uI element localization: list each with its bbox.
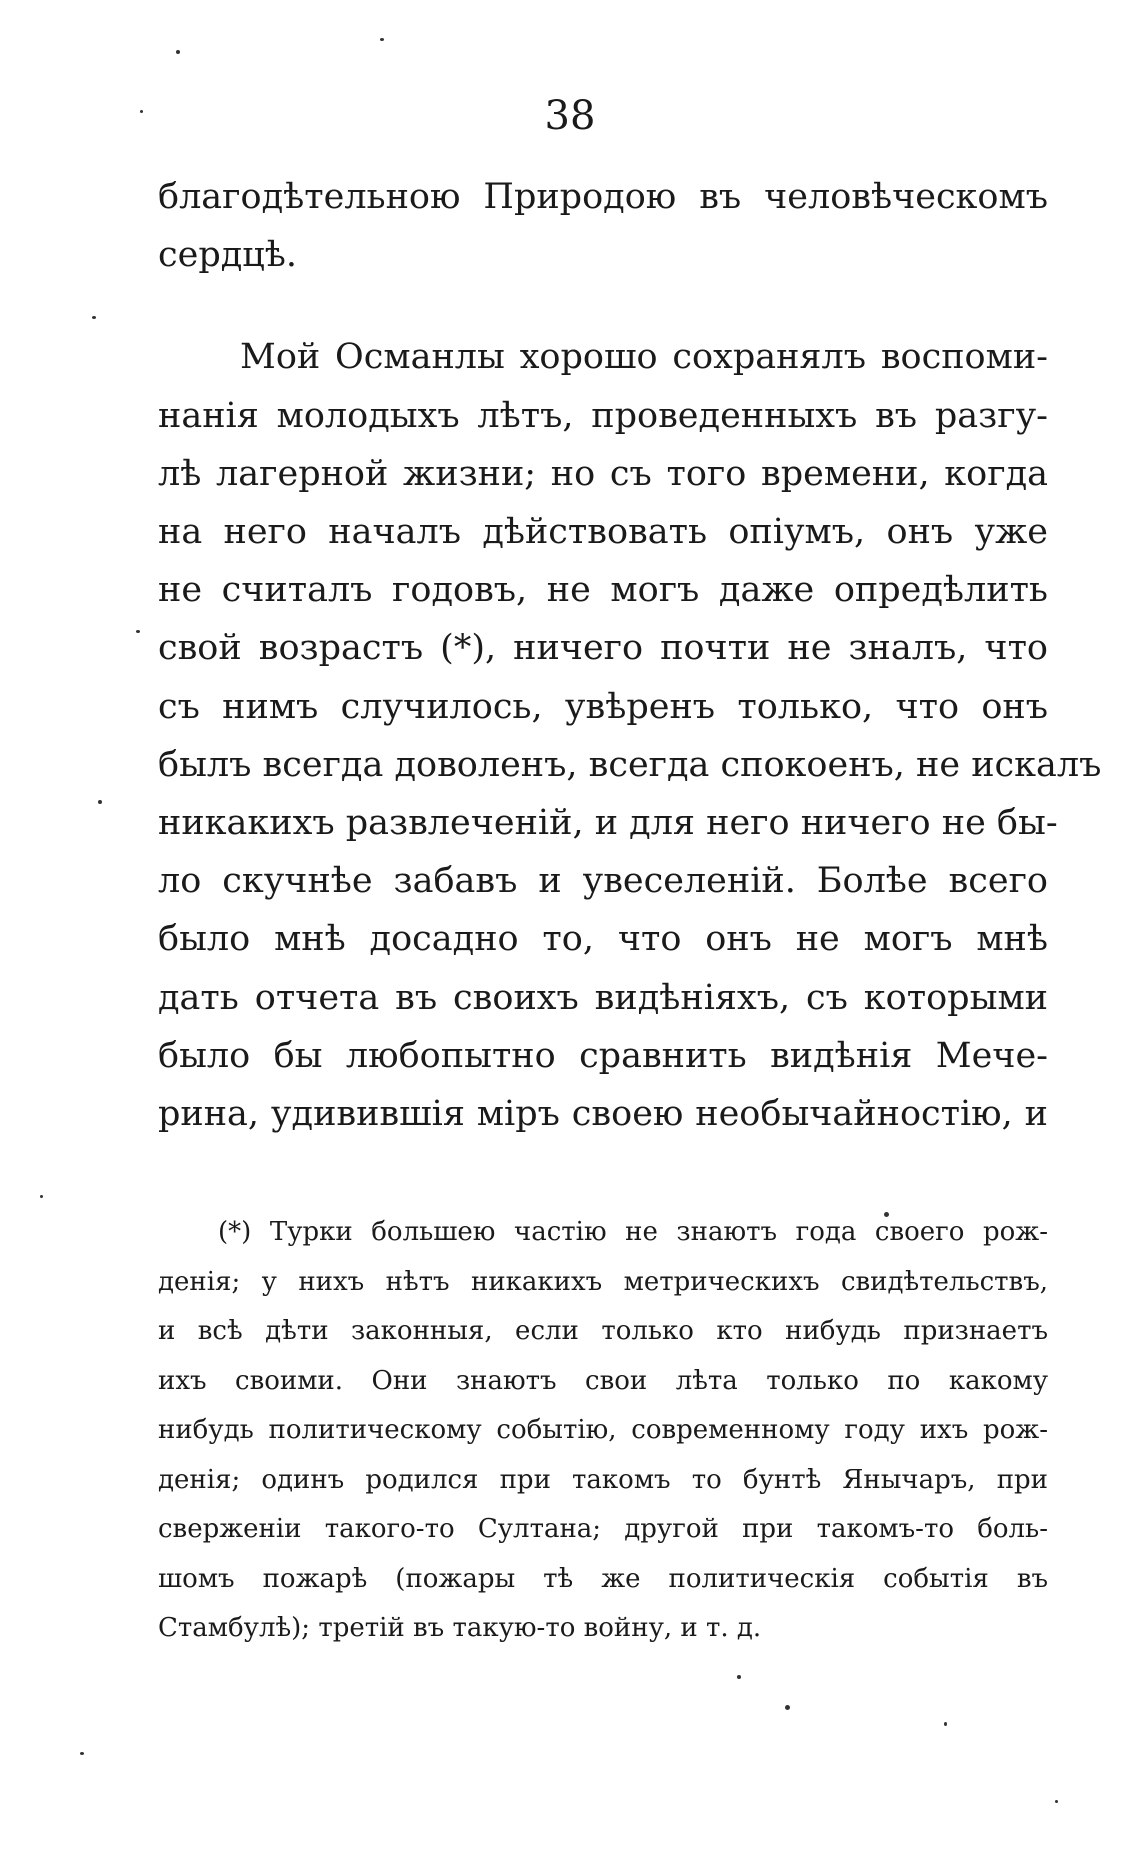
- text-line: сердцѣ.: [158, 235, 298, 276]
- text-line: былъ всегда доволенъ, всегда спокоенъ, не искалъ: [158, 744, 1102, 785]
- scan-speck: [80, 1752, 84, 1755]
- footnote-line: денія; одинъ родился при такомъ то бунтѣ Янычаръ, при: [158, 1464, 1048, 1495]
- footnote-line: ихъ своими. Они знаютъ свои лѣта только по какому: [158, 1365, 1048, 1396]
- scan-speck: [884, 1212, 889, 1217]
- text-line: было мнѣ досадно то, что онъ не могъ мнѣ: [158, 919, 1048, 960]
- scan-speck: [944, 1722, 947, 1726]
- text-line: дать отчета въ своихъ видѣніяхъ, съ которыми: [158, 977, 1048, 1018]
- scan-speck: [136, 630, 140, 633]
- footnote-line: и всѣ дѣти законныя, если только кто нибудь признаетъ: [158, 1316, 1048, 1346]
- text-line: съ нимъ случилось, увѣренъ только, что онъ: [158, 686, 1048, 727]
- text-line: рина, удивившія міръ своею необычайностію, и: [158, 1094, 1048, 1135]
- text-line: никакихъ развлеченій, и для него ничего не бы-: [158, 803, 1058, 844]
- text-line: Мой Османлы хорошо сохранялъ воспоми-: [240, 337, 1048, 378]
- scan-speck: [92, 316, 96, 319]
- scan-speck: [737, 1675, 741, 1679]
- scan-speck: [40, 1195, 43, 1198]
- paragraph-gap: [158, 284, 1048, 328]
- paragraph-2: [158, 328, 1102, 1143]
- paragraph-1: [158, 168, 1048, 284]
- footnote-line: нибудь политическому событію, современному году ихъ рож-: [158, 1415, 1048, 1445]
- text-line: ло скучнѣе забавъ и увеселеній. Болѣе всего: [158, 861, 1048, 902]
- text-line: не считалъ годовъ, не могъ даже опредѣлить: [158, 570, 1048, 611]
- scan-speck: [785, 1705, 790, 1710]
- footnote-line: денія; у нихъ нѣтъ никакихъ метрическихъ свидѣтельствъ,: [158, 1266, 1048, 1297]
- footnote-line: сверженіи такого-то Султана; другой при такомъ-то боль-: [158, 1514, 1048, 1544]
- footnote-line: Стамбулѣ); третій въ такую-то войну, и т. д.: [158, 1613, 762, 1643]
- text-line: на него началъ дѣйствовать опіумъ, онъ уже: [158, 512, 1048, 553]
- footnote-line: шомъ пожарѣ (пожары тѣ же политическія событія въ: [158, 1563, 1048, 1594]
- scan-speck: [140, 110, 143, 113]
- scan-speck: [380, 38, 384, 41]
- text-line: лѣ лагерной жизни; но съ того времени, когда: [158, 453, 1048, 494]
- text-line: благодѣтельною Природою въ человѣческомъ: [158, 177, 1048, 217]
- scan-speck: [176, 50, 180, 54]
- text-line: было бы любопытно сравнить видѣнія Мече-: [158, 1035, 1048, 1076]
- footnote: [158, 1208, 1048, 1654]
- scan-speck: [98, 800, 102, 804]
- footnote-line: (*) Турки большею частію не знаютъ года своего рож-: [218, 1217, 1048, 1247]
- text-line: свой возрастъ (*), ничего почти не зналъ, что: [158, 628, 1048, 669]
- page-number: 38: [544, 93, 596, 139]
- text-line: нанія молодыхъ лѣтъ, проведенныхъ въ разгу-: [158, 395, 1048, 436]
- scan-speck: [1055, 1800, 1058, 1803]
- main-text: [158, 168, 1102, 1143]
